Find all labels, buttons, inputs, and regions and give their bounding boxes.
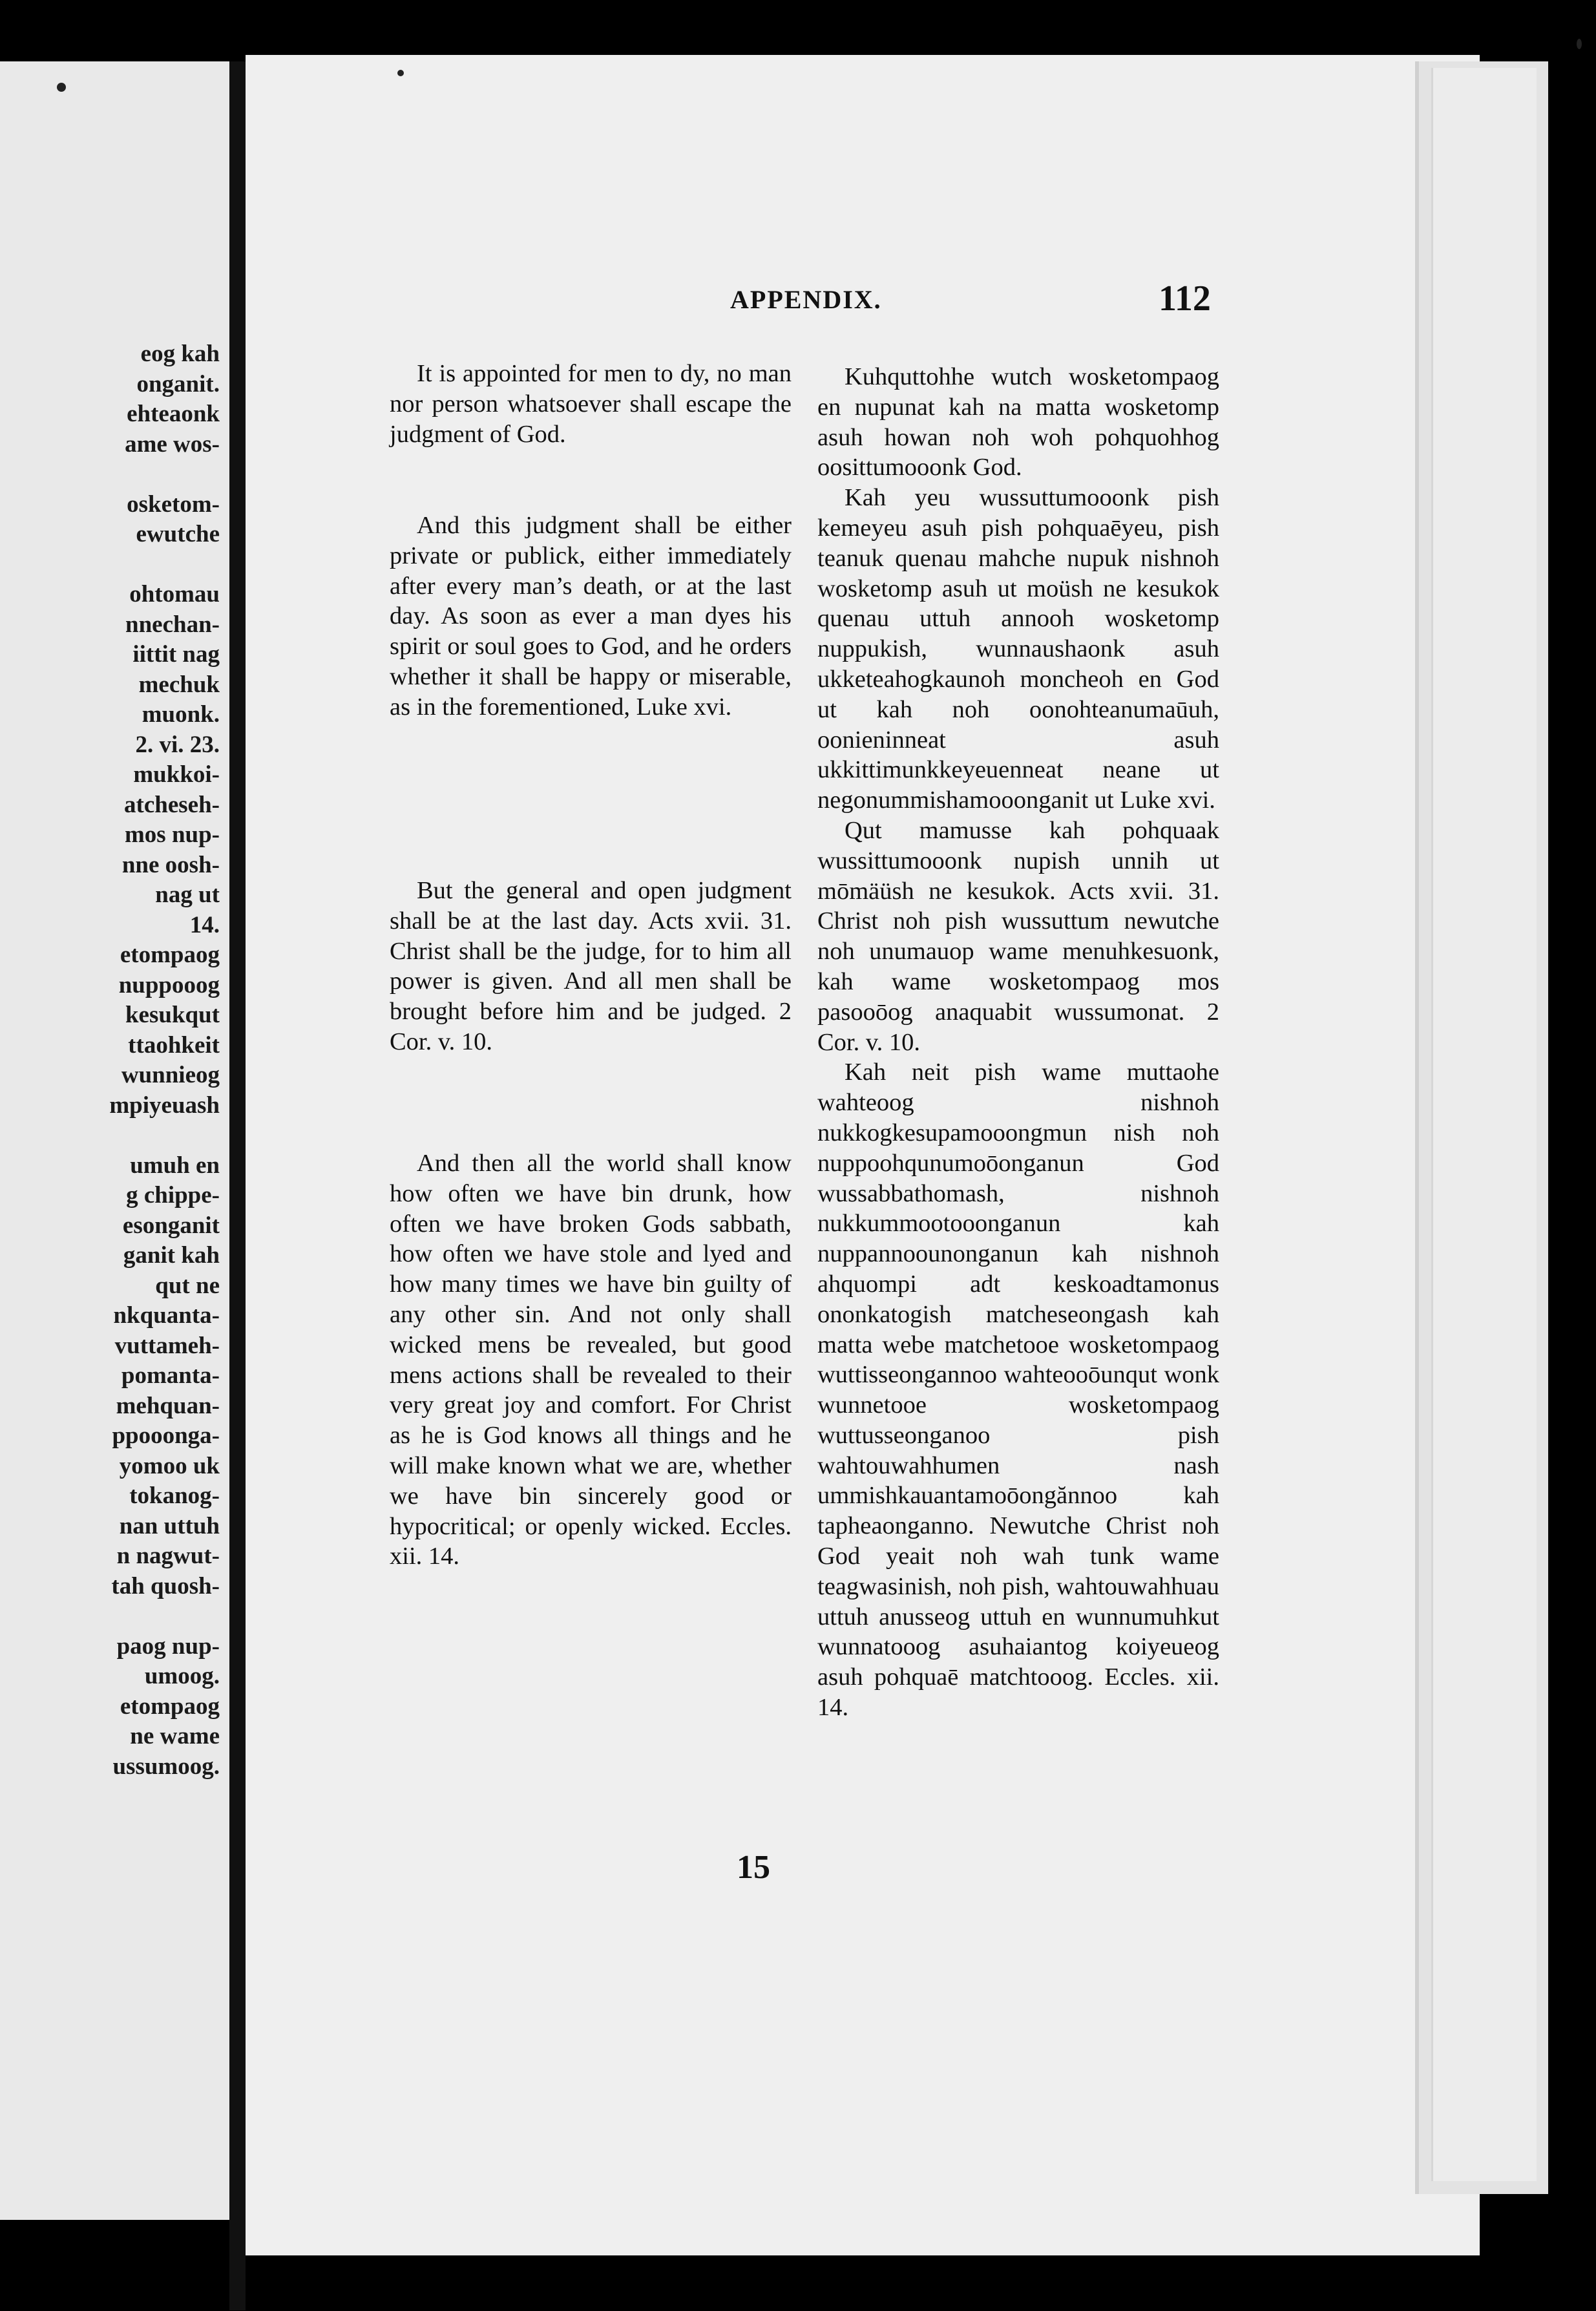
indian-paragraph-4: Kah neit pish wame muttaohe wahteoog nishnoh nukkogkesupamooongmun nish noh nuppoohqunumoōonganun God wussabbathomash, nishnoh nukkummootooonganun kah nuppannoounonganun kah nishnoh ahquompi adt keskoadtamonus ononkatogish matcheseongash kah matta webe matchetooe wosketompaog wuttisseongannoo wahteooōunqut wonk wunnetooe wosketompaog wuttusseonganoo pish wahtouwahhumen nash ummishkauantamoōongănnoo kah tapheaonganno. Newutche Christ noh God yeait noh wah tunk wame teagwasinish, noh pish, wahtouwahhuau uttuh anusseog uttuh en wunnumuhkut wunnatooog asuhaiantog koiyeueog asuh pohquaē matchtooog. Eccles. xii. 14. <box>817 1059 1219 1722</box>
indian-column <box>817 362 1219 1723</box>
indian-paragraph-2: Kah yeu wussuttumooonk pish kemeyeu asuh pish pohquaēyeu, pish teanuk quenau mahche nupuk nishnoh wosketomp asuh ut moüsh ne kesukok quenau uttuh annooh wosketomp nuppukish, wunnaushaonk asuh ukketeahogkaunoh moncheoh en God ut kah noh oonohteanumaūuh, oonieninneat asuh ukkittimunkkeyeuenneat neane ut negonummishamooonganit ut Luke xvi. <box>817 484 1219 814</box>
indian-paragraph-1: Kuhquttohhe wutch wosketompaog en nupunat kah na matta wosketomp asuh howan noh woh pohquohhog oosittumooonk God. <box>817 363 1219 481</box>
english-paragraph-3: But the general and open judgment shall be at the last day. Acts xvii. 31. Christ shall be the judge, for to him all power is given. And all men shall be brought before him and be judged. 2 Cor. v. 10. <box>390 877 792 1055</box>
signature-mark: 15 <box>737 1849 770 1886</box>
ink-speck <box>397 70 404 76</box>
gutter-shadow <box>229 61 246 2310</box>
page-number: 112 <box>1159 279 1211 319</box>
page-edge-inner <box>1431 68 1537 2181</box>
left-facing-page <box>0 61 229 2220</box>
english-paragraph-1: It is appointed for men to dy, no man nor person whatsoever shall escape the judgment of God. <box>390 360 792 448</box>
left-page-text: eog kah onganit. ehteaonk ame wos- osketom- ewutche ohtomau nnechan- iittit nag mechuk muonk. 2. vi. 23. mukkoi- atcheseh- mos nup- nne oosh- nag ut 14. etompaog nuppooog kesukqut ttaohkeit wunnieog mpiyeuash umuh en g chippe- esonganit ganit kah qut ne nkquanta- vuttameh- pomanta- mehquan- ppooonga- yomoo uk tokanog- nan uttuh n nagwut- tah quosh- paog nup- umoog. etompaog ne wame ussumoog. <box>109 341 220 1780</box>
indian-paragraph-3: Qut mamusse kah pohquaak wussittumooonk nupish unnih ut mōmäüsh ne kesukok. Acts xvii. 31. Christ noh pish wussuttum newutche noh unumauop wame menuhkesuonk, kah wame wosketompaog mos pasooōog anaquabit wussumonat. 2 Cor. v. 10. <box>817 816 1219 1056</box>
english-paragraph-2: And this judgment shall be either private or publick, either immediately after every man’s death, or at the last day. As soon as ever a man dyes his spirit or soul goes to God, and he orders whether it shall be happy or miserable, as in the forementioned, Luke xvi. <box>390 512 792 721</box>
english-paragraph-4: And then all the world shall know how often we have bin drunk, how often we have broken Gods sabbath, how often we have stole and lyed and how many times we have bin guilty of any other sin. And not only shall wicked mens be revealed, but good mens actions shall be revealed to their very great joy and comfort. For Christ as he is God knows all things and he will make known what we are, whether we have bin sincerely good or hypocritical; or openly wicked. Eccles. xii. 14. <box>390 1150 792 1570</box>
running-header: APPENDIX. <box>730 285 882 314</box>
ink-speck <box>57 83 66 92</box>
ink-speck <box>1577 39 1582 49</box>
